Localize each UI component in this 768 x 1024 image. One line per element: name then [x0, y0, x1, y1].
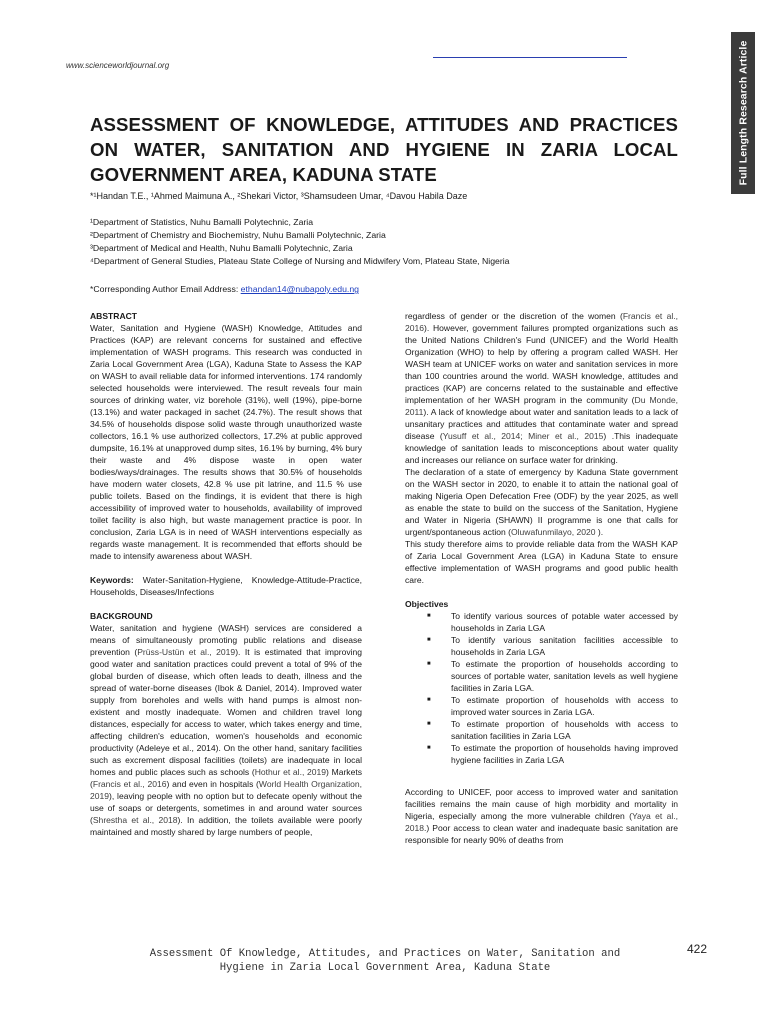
objective-text: To estimate the proportion of households having improved hygiene facilities in Zaria LGA	[451, 743, 678, 765]
text-run: The declaration of a state of emergency by Kaduna State government on the WASH sector in 2020, to enable it to attain the national goal of making Nigeria Open Defecation Free (ODF) by the year 2025, as well as enable the state to build on the success of the Sanitation, Hygiene and Water in Nigeria (SHAWN) II programme is one that calls for urgent/spontaneous action (	[405, 467, 678, 537]
intro-paragraph-3: This study therefore aims to provide reliable data from the WASH KAP of Zaria Local Government Area (LGA) in Kaduna State to ensure effective implementation of WASH programs and good public health care.	[405, 539, 678, 585]
text-run: ) Markets (	[90, 767, 362, 789]
text-run: ). It is estimated that improving good water and sanitation practices could prevent a total of 9% of the global burden of disease, which often leads to death, illness and the spread of water-borne diseases (Ibok & Daniel, 2014). Improved water supply from boreholes and wells with hand pumps is almost non-existent and mostly inadequate. Women and children travel long distances, especially for access to water, which takes energy and time, affecting children's education, women's households and economic productivity (Adeleye et al., 2014). On the other hand, sanitary facilities such as excrement disposal facilities (toilets) are inadequate in local homes and public places such as schools (	[90, 647, 362, 777]
bullet-icon: ■	[427, 745, 431, 751]
text-run: ). In addition, the toilets available were poorly maintained and mostly shared by large numbers of people,	[90, 815, 362, 837]
objective-text: To estimate proportion of households with access to sanitation facilities in Zaria LGA	[451, 719, 678, 741]
right-column	[405, 310, 678, 846]
background-heading: BACKGROUND	[90, 611, 153, 621]
affiliation-4: ⁴Department of General Studies, Plateau State College of Nursing and Midwifery Vom, Plateau State, Nigeria	[90, 256, 510, 266]
citation: Yaya et al., 2018	[405, 811, 678, 833]
text-run: ), leaving people with no option but to defecate openly without the use of soaps or detergents, sometimes in and around water sources (	[90, 791, 362, 825]
page-number: 422	[687, 942, 708, 956]
text-run: regardless of gender or the discretion of the women (	[405, 311, 623, 321]
keywords	[90, 574, 362, 598]
keywords-label: Keywords:	[90, 575, 134, 585]
header-rule	[433, 57, 627, 58]
text-run: .) Poor access to clean water and inadequate basic sanitation are responsible for nearly 90% of deaths from	[405, 823, 678, 845]
bullet-icon: ■	[427, 697, 431, 703]
text-run: ).	[595, 527, 604, 537]
intro-paragraph-4	[405, 786, 678, 846]
citation: Prüss-Ustün et al., 2019	[137, 647, 236, 657]
objective-item	[405, 694, 678, 718]
bullet-icon: ■	[427, 637, 431, 643]
corresponding-email-link[interactable]: ethandan14@nubapoly.edu.ng	[240, 284, 359, 294]
running-title-line-2: Hygiene in Zaria Local Government Area, Kaduna State	[219, 962, 551, 974]
abstract-heading: ABSTRACT	[90, 311, 138, 321]
objective-text: To identify various sources of potable water accessed by households in Zaria LGA	[451, 611, 678, 633]
running-footer	[90, 947, 680, 975]
citation: Francis et al., 2016	[405, 311, 678, 333]
affiliations	[90, 216, 510, 268]
article-type-tab	[731, 32, 755, 194]
citation: Francis et al., 2016	[92, 779, 167, 789]
journal-url[interactable]: www.scienceworldjournal.org	[66, 61, 170, 70]
objectives-list	[405, 610, 678, 766]
abstract-text: Water, Sanitation and Hygiene (WASH) Knowledge, Attitudes and Practices (KAP) are relevant concerns for sustained and effective implementation of WASH programs. This research was conducted in Zaria Local Government Area (LGA), Kaduna State to Assess the KAP on WASH to avail reliable data for informed interventions. 174 randomly selected households were interviewed. The result reveals four main sources of drinking water, viz borehole (31%), well (19%), pipe-borne (13.1%) and water packaged in sachet (24.7%). The result shows that 34.5% of households dispose solid waste through unauthorized waste collectors, 16.1 % use authorized collectors, 17.2% at public approved dumpsite, 16.1% at unapproved dump sites, 16.1% by burning, 4% bury their waste and 4% dispose waste in open water bodies/ways/drainages. The results shows that 30.5% of households have modern water closets, 42.8 % use pit latrine, and 11.5 % use public toilets. Based on the findings, it is evident that there is high accessibility of improved water to households, availability of improved toilet facility is also high, but waste management practice is poor. In conclusion, Zaria LGA is in need of WASH interventions especially as regards waste management. It is recommended that efforts should be made to intensify awareness about WASH.	[90, 323, 362, 561]
paper-title: ASSESSMENT OF KNOWLEDGE, ATTITUDES AND PRACTICES ON WATER, SANITATION AND HYGIENE IN ZARIA LOCAL GOVERNMENT AREA, KADUNA STATE	[90, 114, 678, 185]
affiliation-3: ³Department of Medical and Health, Nuhu Bamalli Polytechnic, Zaria	[90, 243, 353, 253]
citation: Shrestha et al., 2018	[92, 815, 178, 825]
author-list: *¹Handan T.E., ¹Ahmed Maimuna A., ²Shekari Victor, ³Shamsudeen Umar, ⁴Davou Habila Daze	[90, 191, 468, 201]
corresponding-label: *Corresponding Author Email Address:	[90, 284, 241, 294]
objective-item	[405, 742, 678, 766]
bullet-icon: ■	[427, 613, 431, 619]
affiliation-1: ¹Department of Statistics, Nuhu Bamalli Polytechnic, Zaria	[90, 217, 314, 227]
running-title-line-1: Assessment Of Knowledge, Attitudes, and Practices on Water, Sanitation and	[149, 948, 621, 960]
text-run: Water, sanitation and hygiene (WASH) services are considered a means of simultaneously promoting public relations and disease prevention (	[90, 623, 362, 657]
objectives-heading: Objectives	[405, 599, 449, 609]
bullet-icon: ■	[427, 721, 431, 727]
objective-item	[405, 610, 678, 634]
text-run: ). However, government failures prompted organizations such as the United Nations Children's Fund (UNICEF) and the World Health Organization (WHO) to help by offering a program called WASH. Her WASH team at UNICEF works on water and sanitation services in more than 100 countries around the world. WASH knowledge, attitudes and practices (KAP) are concerns related to the sustainable and effective implementation of her WASH program in the community (	[405, 323, 678, 405]
objective-item	[405, 658, 678, 694]
text-run: According to UNICEF, poor access to improved water and sanitation facilities remains the main cause of high morbidity and mortality in Nigeria, especially among the more vulnerable children (	[405, 787, 678, 821]
text-run: ) and even in hospitals (	[166, 779, 259, 789]
objective-item	[405, 634, 678, 658]
citation: Yusuff et al., 2014; Miner et al., 2015	[442, 431, 604, 441]
text-run: ). A lack of knowledge about water and sanitation leads to a lack of unsanitary practices and attitudes that contaminate water and spread disease (	[405, 407, 678, 441]
left-column	[90, 310, 362, 838]
background-text	[90, 622, 362, 838]
objective-text: To identify various sanitation facilities accessible to households in Zaria LGA	[451, 635, 678, 657]
text-run: ) .This inadequate knowledge of sanitation leads to misconceptions about water quality and increases our reliance on surface water for drinking.	[405, 431, 678, 465]
keywords-text: Water-Sanitation-Hygiene, Knowledge-Attitude-Practice, Households, Diseases/Infections	[90, 575, 362, 597]
objective-text: To estimate proportion of households with access to improved water sources in Zaria LGA.	[451, 695, 678, 717]
affiliation-2: ²Department of Chemistry and Biochemistry, Nuhu Bamalli Polytechnic, Zaria	[90, 230, 386, 240]
citation: Hothur et al., 2019	[254, 767, 327, 777]
bullet-icon: ■	[427, 661, 431, 667]
citation: Du Monde, 2011	[405, 395, 678, 417]
article-type-label: Full Length Research Article	[737, 40, 749, 186]
citation: Oluwafunmilayo, 2020	[510, 527, 596, 537]
intro-paragraph-2	[405, 466, 678, 538]
intro-paragraph-1	[405, 310, 678, 466]
objective-item	[405, 718, 678, 742]
citation: World Health Organization, 2019	[90, 779, 363, 801]
corresponding-author	[90, 284, 359, 294]
objective-text: To estimate the proportion of households according to sources of portable water, sanitation levels as well hygiene facilities in Zaria LGA.	[451, 659, 678, 693]
